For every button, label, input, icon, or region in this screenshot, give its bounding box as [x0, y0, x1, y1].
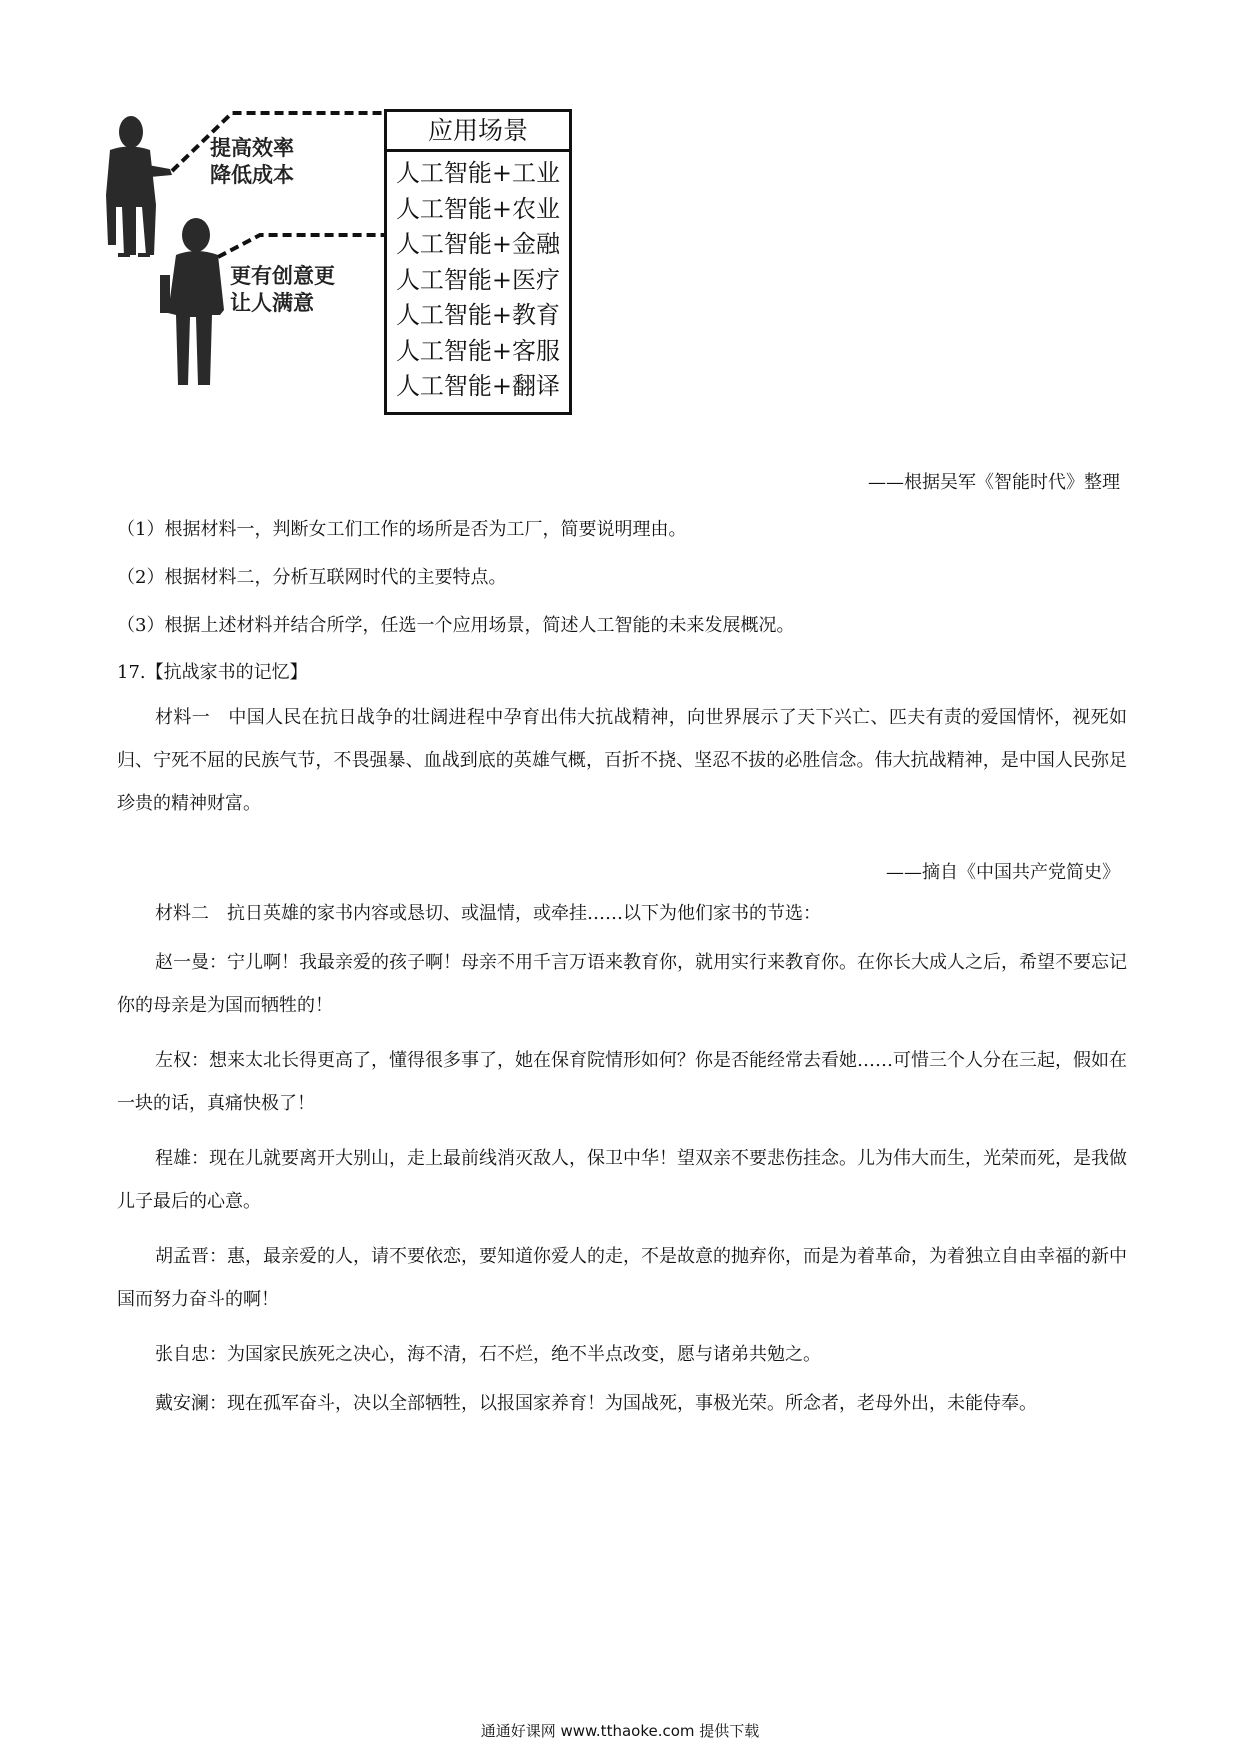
application-scenes-box	[384, 109, 572, 415]
scene-item: 人工智能+工业	[395, 159, 561, 187]
scene-list	[387, 156, 569, 405]
scene-item: 人工智能+金融	[395, 230, 561, 258]
callout-line: 提高效率	[210, 136, 294, 160]
letter-hu-mengjin: 胡孟晋：惠，最亲爱的人，请不要依恋，要知道你爱人的走，不是故意的抛弃你，而是为着革命，为着独立自由幸福的新中国而努力奋斗的啊！	[117, 1246, 1127, 1310]
page-footer: 通通好课网 www.tthaoke.com 提供下载	[480, 1722, 760, 1740]
letter-zuo-quan: 左权：想来太北长得更高了，懂得很多事了，她在保育院情形如何？你是否能经常去看她……可惜三个人分在三起，假如在一块的话，真痛快极了！	[117, 1050, 1127, 1114]
ai-application-figure	[100, 95, 600, 440]
question-1: （1）根据材料一，判断女工们工作的场所是否为工厂，简要说明理由。	[117, 519, 687, 540]
letter-zhang-zizhong: 张自忠：为国家民族死之决心，海不清，石不烂，绝不半点改变，愿与诸弟共勉之。	[155, 1344, 821, 1365]
scene-item: 人工智能+翻译	[395, 372, 561, 400]
question-3: （3）根据上述材料并结合所学，任选一个应用场景，简述人工智能的未来发展概况。	[117, 615, 795, 636]
callout-line: 让人满意	[230, 291, 314, 315]
scene-item: 人工智能+医疗	[395, 265, 561, 294]
question-17-heading: 17.【抗战家书的记忆】	[117, 662, 308, 683]
material-2-intro: 材料二 抗日英雄的家书内容或恳切、或温情，或牵挂……以下为他们家书的节选：	[155, 903, 821, 924]
scene-item: 人工智能+农业	[395, 194, 561, 223]
scene-item: 人工智能+教育	[395, 301, 561, 329]
letter-cheng-xiong: 程雄：现在儿就要离开大别山，走上最前线消灭敌人，保卫中华！望双亲不要悲伤挂念。儿为伟大而生，光荣而死，是我做儿子最后的心意。	[117, 1148, 1127, 1212]
callout-line: 更有创意更	[230, 264, 335, 288]
letter-dai-anlan: 戴安澜：现在孤军奋斗，决以全部牺牲，以报国家养育！为国战死，事极光荣。所念者，老母外出，未能侍奉。	[155, 1393, 1037, 1414]
scene-item: 人工智能+客服	[395, 336, 561, 365]
source-citation-2: ——摘自《中国共产党简史》	[886, 862, 1120, 883]
letter-zhao-yiman: 赵一曼：宁儿啊！我最亲爱的孩子啊！母亲不用千言万语来教育你，就用实行来教育你。在你长大成人之后，希望不要忘记你的母亲是为国而牺牲的！	[117, 952, 1127, 1016]
callout-efficiency	[210, 135, 294, 189]
callout-line: 降低成本	[210, 163, 294, 187]
question-2: （2）根据材料二，分析互联网时代的主要特点。	[117, 567, 507, 588]
callout-creativity	[230, 263, 335, 317]
scene-title: 应用场景	[387, 112, 569, 152]
source-citation: ——根据吴军《智能时代》整理	[868, 472, 1120, 493]
material-1: 材料一 中国人民在抗日战争的壮阔进程中孕育出伟大抗战精神，向世界展示了天下兴亡、匹夫有责的爱国情怀，视死如归、宁死不屈的民族气节，不畏强暴、血战到底的英雄气概，百折不挠、坚忍不拔的必胜信念。伟大抗战精神，是中国人民弥足珍贵的精神财富。	[117, 707, 1127, 814]
